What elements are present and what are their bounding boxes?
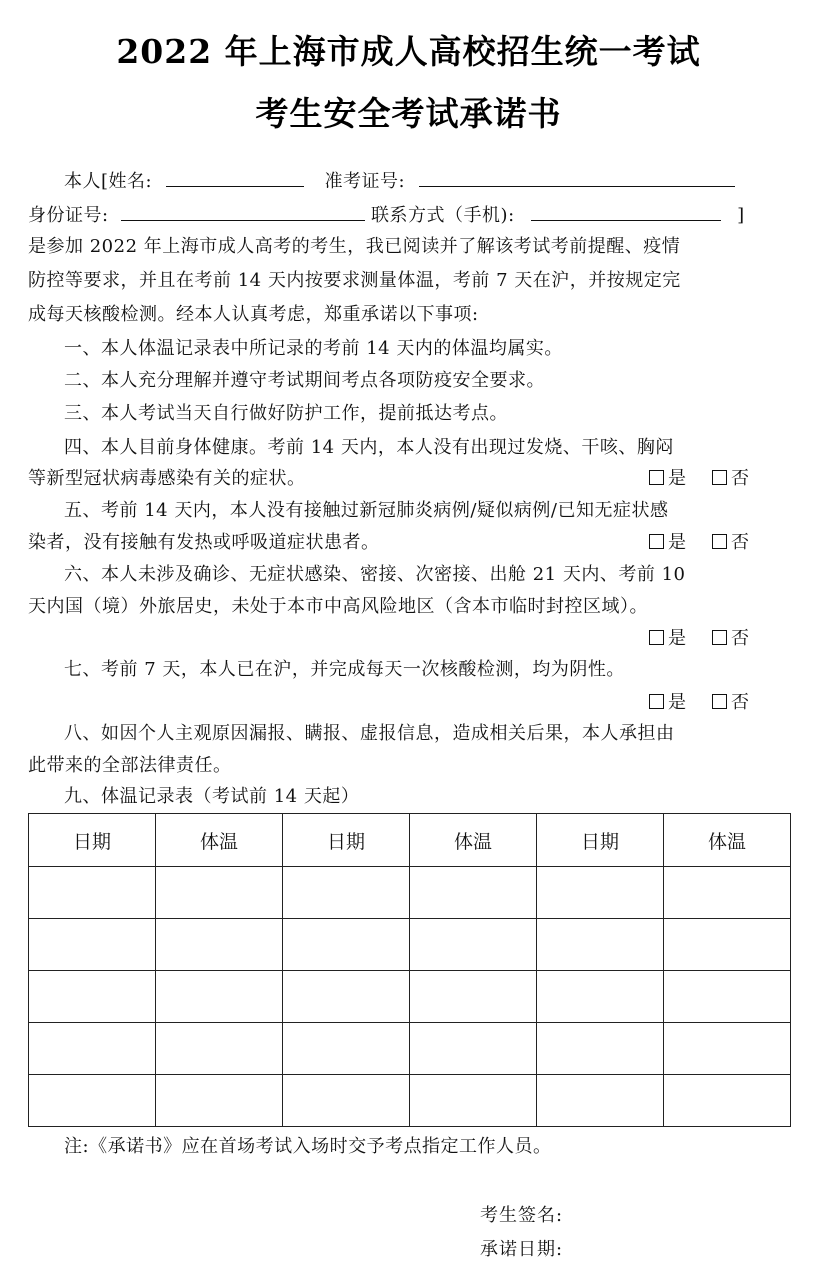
table-row (29, 867, 791, 919)
item-5-options (649, 532, 749, 554)
table-cell[interactable] (664, 1075, 791, 1127)
table-cell[interactable] (410, 867, 537, 919)
document-title-line2: 考生安全考试承诺书 (255, 94, 562, 133)
table-row (29, 1075, 791, 1127)
item-6-options (649, 628, 749, 650)
item-4-line1: 四、本人目前身体健康。考前 14 天内，本人没有出现过发烧、干咳、胸闷 (64, 437, 674, 458)
item-7-no-checkbox[interactable] (712, 694, 727, 709)
table-cell[interactable] (156, 867, 283, 919)
item-6-yes-checkbox[interactable] (649, 630, 664, 645)
table-row (29, 919, 791, 971)
yes-label: 是 (668, 692, 686, 713)
table-cell[interactable] (29, 1023, 156, 1075)
table-cell[interactable] (283, 1075, 410, 1127)
column-header: 体温 (410, 814, 537, 867)
table-cell[interactable] (29, 1075, 156, 1127)
id-label: 身份证号: (28, 205, 109, 226)
yes-label: 是 (668, 628, 686, 649)
table-cell[interactable] (29, 867, 156, 919)
item-2: 二、本人充分理解并遵守考试期间考点各项防疫安全要求。 (64, 370, 545, 391)
item-6-no-checkbox[interactable] (712, 630, 727, 645)
item-8-line1: 八、如因个人主观原因漏报、瞒报、虚报信息，造成相关后果，本人承担由 (64, 723, 675, 744)
yes-label: 是 (668, 532, 686, 553)
no-label: 否 (731, 532, 749, 553)
table-cell[interactable] (410, 1075, 537, 1127)
no-label: 否 (731, 468, 749, 489)
item-6-line2: 天内国（境）外旅居史，未处于本市中高风险地区（含本市临时封控区域）。 (28, 596, 648, 617)
table-cell[interactable] (410, 1023, 537, 1075)
table-cell[interactable] (537, 867, 664, 919)
item-8-line2: 此带来的全部法律责任。 (28, 755, 232, 776)
item-4-line2: 等新型冠状病毒感染有关的症状。 (28, 468, 306, 489)
item-7-yes-checkbox[interactable] (649, 694, 664, 709)
item-6-line1: 六、本人未涉及确诊、无症状感染、密接、次密接、出舱 21 天内、考前 10 (64, 564, 686, 585)
ticket-label: 准考证号: (324, 171, 406, 192)
item-7-options (649, 692, 749, 714)
column-header: 日期 (29, 814, 156, 867)
table-cell[interactable] (664, 919, 791, 971)
name-label: 本人[姓名: (64, 171, 153, 192)
id-number-field[interactable] (121, 202, 365, 221)
table-cell[interactable] (156, 919, 283, 971)
phone-field[interactable] (531, 202, 721, 221)
signature-label: 考生签名: (480, 1205, 564, 1226)
item-4-options (649, 468, 749, 490)
footnote: 注:《承诺书》应在首场考试入场时交予考点指定工作人员。 (64, 1136, 552, 1157)
no-label: 否 (731, 692, 749, 713)
commitment-date-label: 承诺日期: (480, 1239, 564, 1260)
intro-line-name (64, 168, 735, 193)
item-5-yes-checkbox[interactable] (649, 534, 664, 549)
table-header-row (29, 814, 791, 867)
table-cell[interactable] (537, 1023, 664, 1075)
item-4-no-checkbox[interactable] (712, 470, 727, 485)
intro-line-5: 成每天核酸检测。经本人认真考虑，郑重承诺以下事项: (28, 304, 479, 325)
item-5-no-checkbox[interactable] (712, 534, 727, 549)
column-header: 日期 (537, 814, 664, 867)
table-cell[interactable] (537, 1075, 664, 1127)
table-cell[interactable] (283, 919, 410, 971)
close-bracket: ] (737, 205, 745, 226)
column-header: 日期 (283, 814, 410, 867)
table-cell[interactable] (156, 971, 283, 1023)
table-row (29, 1023, 791, 1075)
temperature-record-table (28, 813, 791, 1127)
table-cell[interactable] (283, 1023, 410, 1075)
item-9-heading: 九、体温记录表（考试前 14 天起） (64, 786, 360, 807)
column-header: 体温 (156, 814, 283, 867)
no-label: 否 (731, 628, 749, 649)
item-5-line2: 染者，没有接触有发热或呼吸道症状患者。 (28, 532, 380, 553)
table-cell[interactable] (537, 919, 664, 971)
table-cell[interactable] (156, 1075, 283, 1127)
intro-line-id (28, 202, 745, 227)
table-cell[interactable] (29, 971, 156, 1023)
intro-line-3: 是参加 2022 年上海市成人高考的考生，我已阅读并了解该考试考前提醒、疫情 (28, 236, 681, 257)
column-header: 体温 (664, 814, 791, 867)
table-cell[interactable] (537, 971, 664, 1023)
table-cell[interactable] (664, 971, 791, 1023)
yes-label: 是 (668, 468, 686, 489)
item-1: 一、本人体温记录表中所记录的考前 14 天内的体温均属实。 (64, 338, 563, 359)
table-cell[interactable] (283, 971, 410, 1023)
ticket-number-field[interactable] (419, 168, 735, 187)
table-cell[interactable] (156, 1023, 283, 1075)
table-cell[interactable] (29, 919, 156, 971)
name-field[interactable] (166, 168, 304, 187)
item-5-line1: 五、考前 14 天内，本人没有接触过新冠肺炎病例/疑似病例/已知无症状感 (64, 500, 669, 521)
table-cell[interactable] (283, 867, 410, 919)
table-cell[interactable] (410, 971, 537, 1023)
item-7: 七、考前 7 天，本人已在沪，并完成每天一次核酸检测，均为阴性。 (64, 659, 625, 680)
table-cell[interactable] (664, 1023, 791, 1075)
table-row (29, 971, 791, 1023)
item-3: 三、本人考试当天自行做好防护工作，提前抵达考点。 (64, 403, 508, 424)
intro-line-4: 防控等要求，并且在考前 14 天内按要求测量体温，考前 7 天在沪，并按规定完 (28, 270, 681, 291)
contact-label: 联系方式（手机): (371, 205, 515, 226)
item-4-yes-checkbox[interactable] (649, 470, 664, 485)
table-cell[interactable] (410, 919, 537, 971)
document-title-line1: 2022 年上海市成人高校招生统一考试 (116, 32, 701, 71)
table-cell[interactable] (664, 867, 791, 919)
